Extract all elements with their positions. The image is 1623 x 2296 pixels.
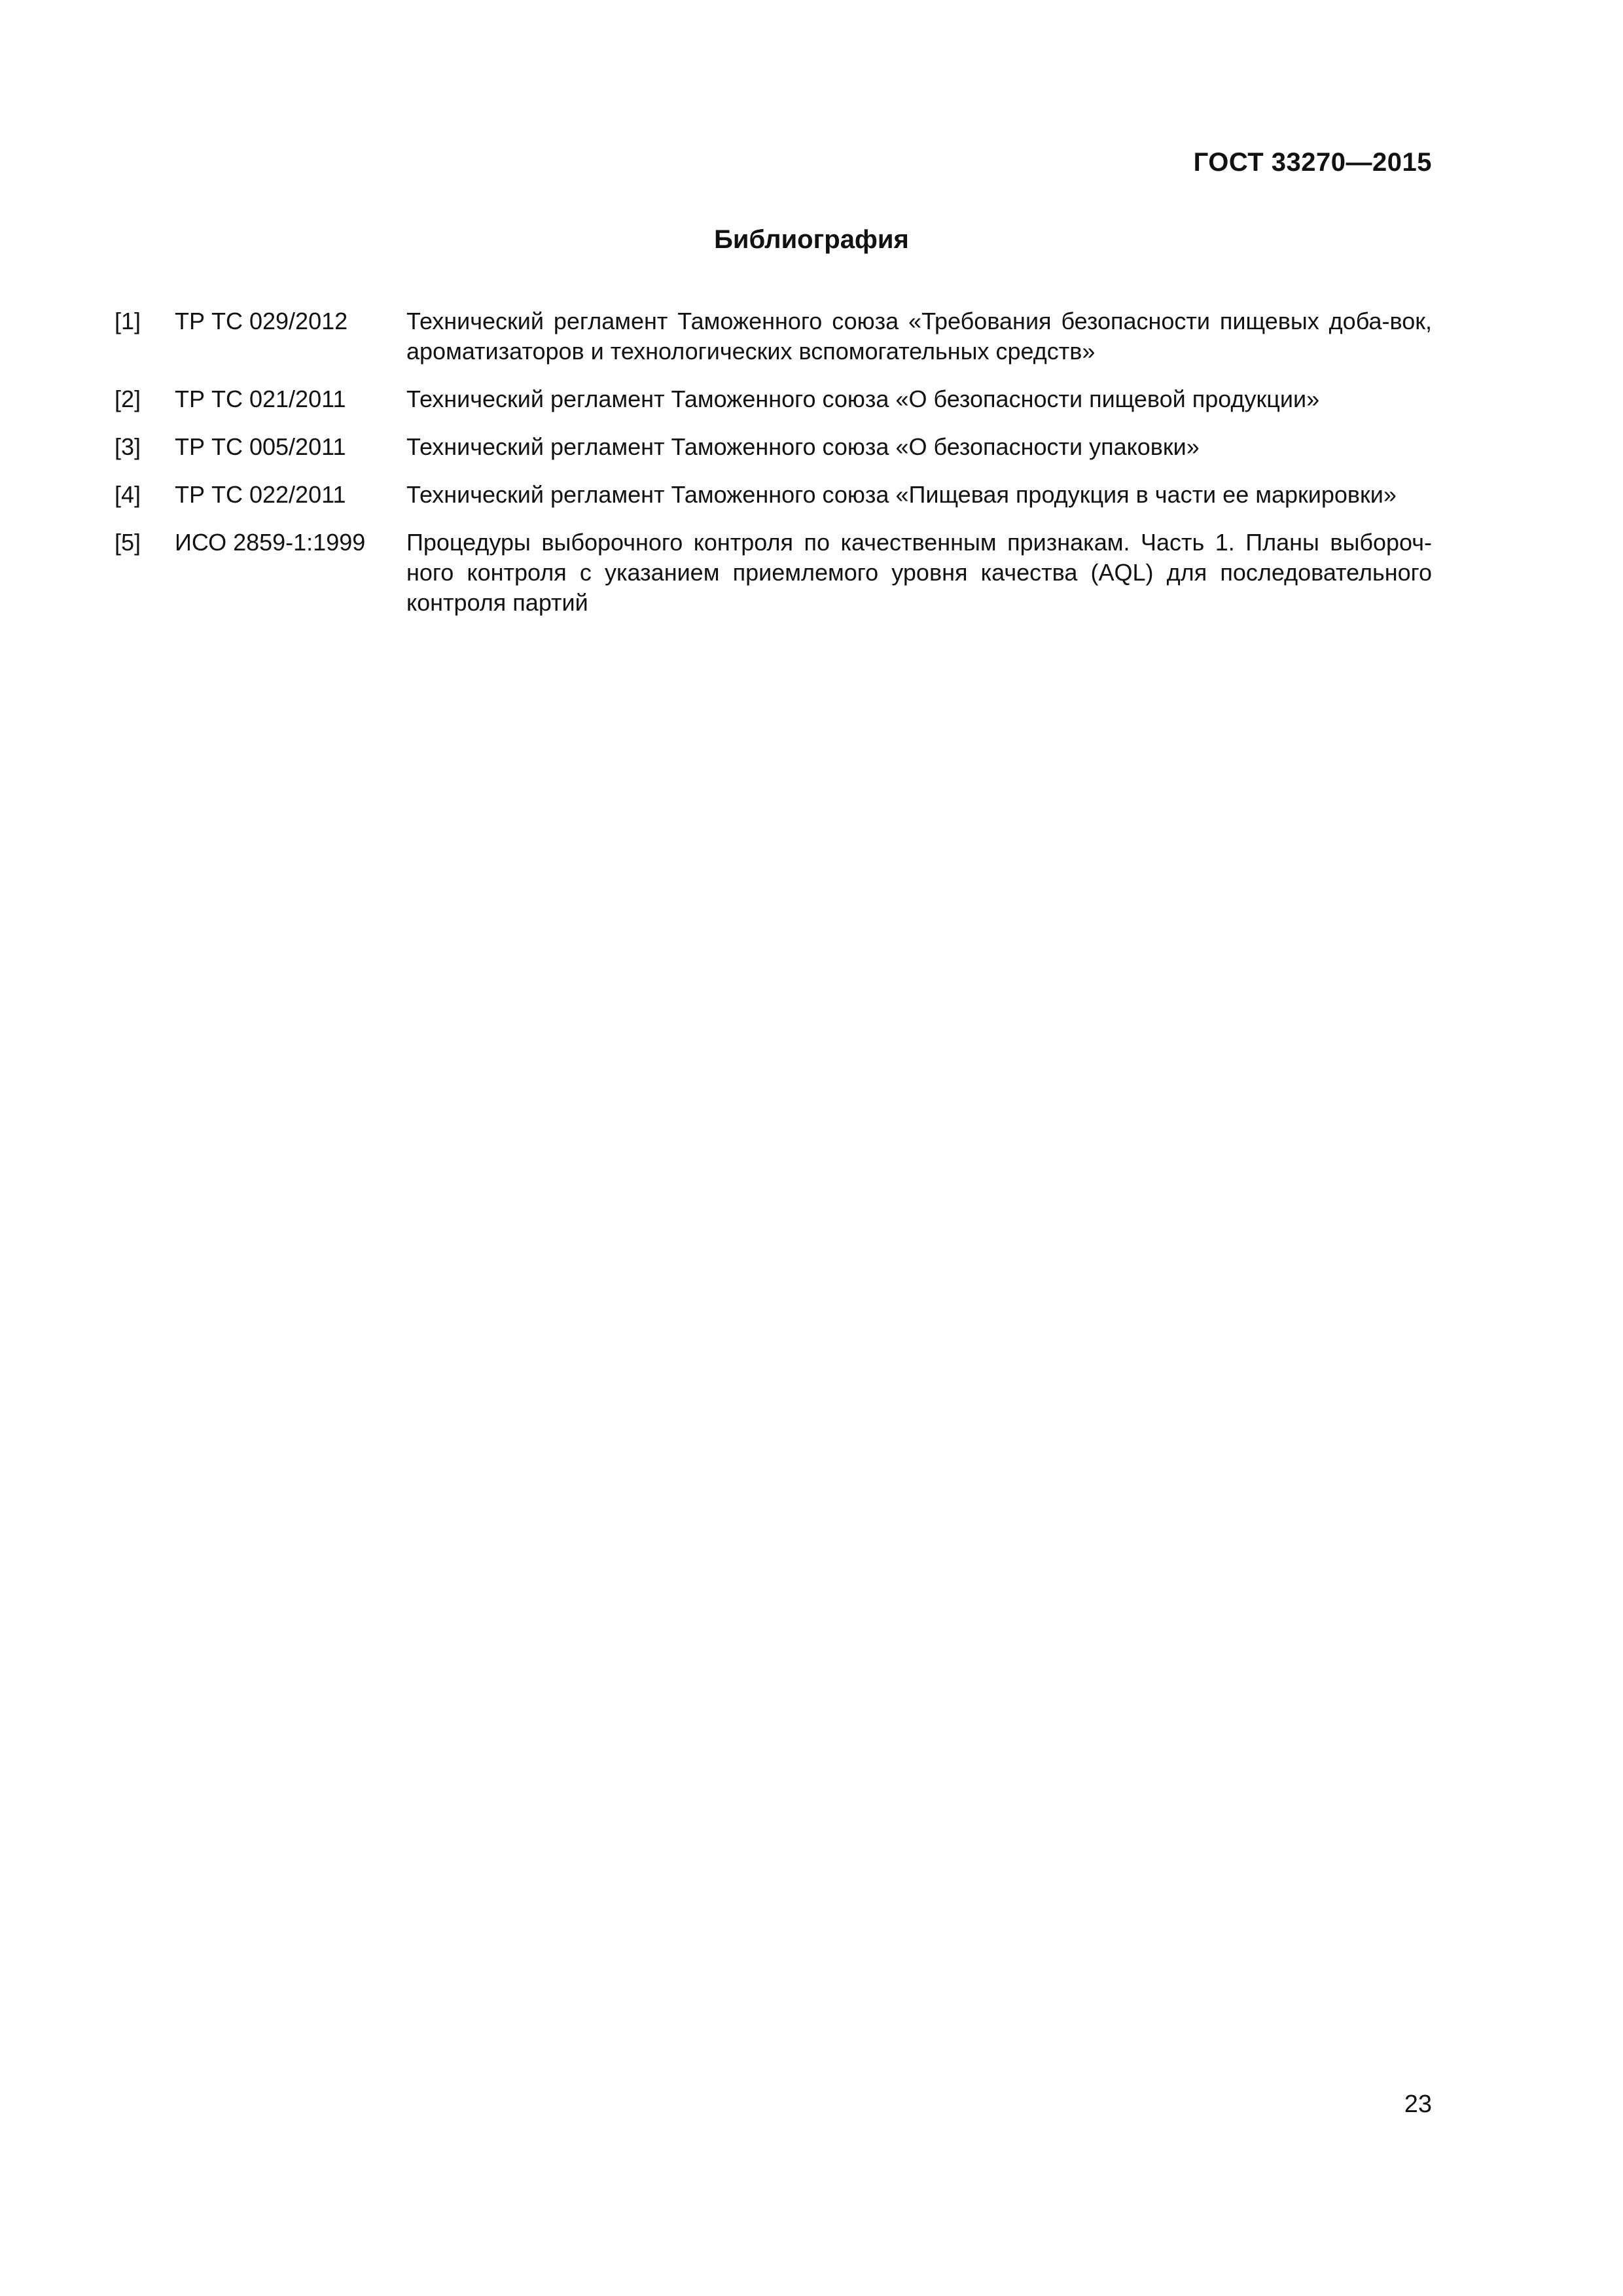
bibliography-entry (115, 384, 1432, 414)
bibliography-entry (115, 306, 1432, 367)
entry-number: [4] (115, 481, 141, 508)
bibliography-entry (115, 528, 1432, 618)
bibliography-entry (115, 480, 1432, 510)
bibliography-entry (115, 432, 1432, 462)
entry-text: Технический регламент Таможенного союза «О безопасности пищевой продукции» (406, 386, 1320, 412)
entry-code: ТР ТС 021/2011 (175, 386, 346, 412)
bibliography-title: Библиография (714, 225, 909, 254)
entry-code: ИСО 2859-1:1999 (175, 529, 366, 556)
document-code: ГОСТ 33270—2015 (1193, 148, 1432, 177)
entry-code: ТР ТС 029/2012 (175, 308, 348, 334)
entry-number: [3] (115, 433, 141, 460)
entry-number: [2] (115, 386, 141, 412)
entry-text: Технический регламент Таможенного союза «О безопасности упаковки» (406, 433, 1200, 460)
entry-code: ТР ТС 005/2011 (175, 433, 346, 460)
entry-text: Процедуры выборочного контроля по качественным признакам. Часть 1. Планы выбороч-ного контроля с указанием приемлемого уровня качества (AQL) для последовательного контроля партий (406, 529, 1432, 616)
entry-code: ТР ТС 022/2011 (175, 481, 346, 508)
entry-number: [5] (115, 529, 141, 556)
entry-text: Технический регламент Таможенного союза «Требования безопасности пищевых доба-вок, ароматизаторов и технологических вспомогательных средств» (406, 308, 1432, 365)
entry-text: Технический регламент Таможенного союза «Пищевая продукция в части ее маркировки» (406, 481, 1397, 508)
entry-number: [1] (115, 308, 141, 334)
page-number: 23 (1404, 2090, 1432, 2118)
bibliography-list (115, 306, 1432, 636)
